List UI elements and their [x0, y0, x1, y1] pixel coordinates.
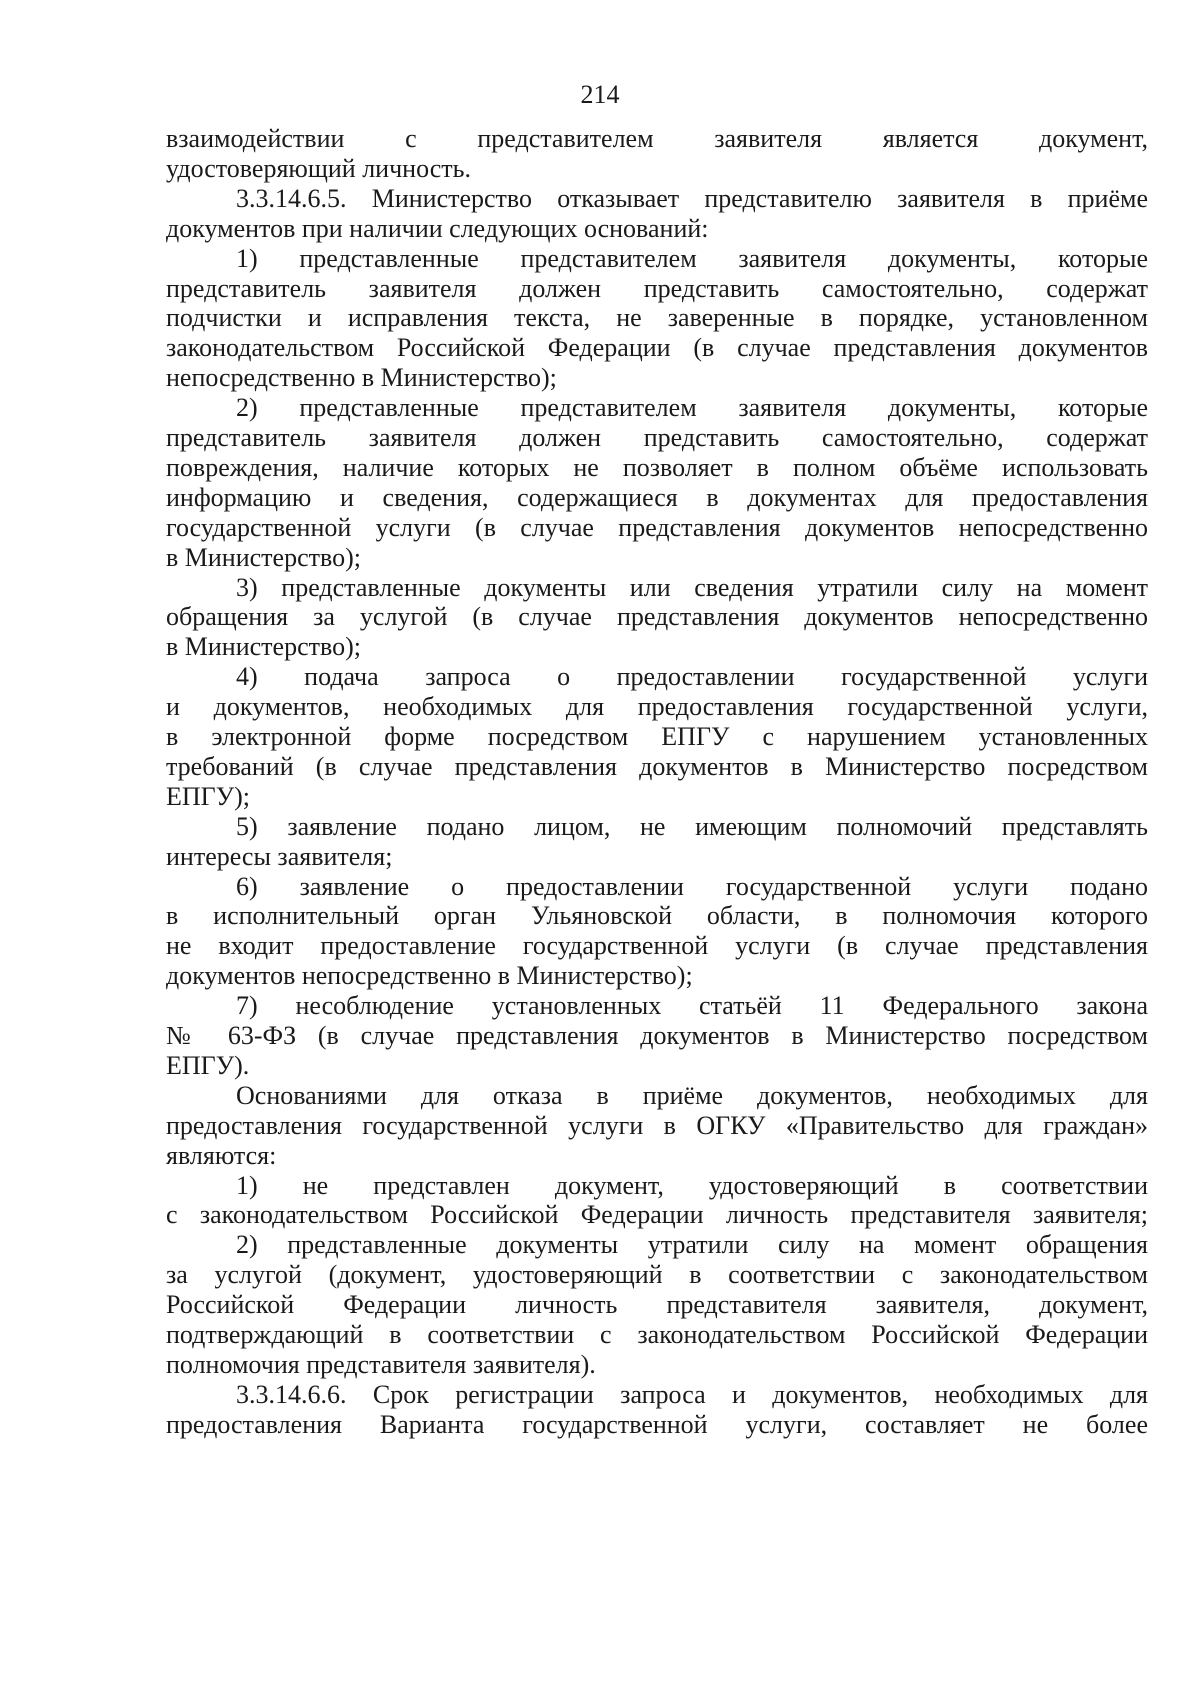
text-line: документов непосредственно в Министерство); — [166, 961, 693, 991]
page-number: 214 — [580, 80, 620, 109]
text-line: повреждения, наличие которых не позволяет в полном объёме использовать — [166, 452, 1148, 482]
text-line: представитель заявителя должен представить самостоятельно, содержат — [166, 273, 1148, 303]
text-line: 7) несоблюдение установленных статьёй 11 Федерального закона — [236, 991, 1148, 1021]
text-line: непосредственно в Министерство); — [166, 363, 557, 393]
text-line: 3.3.14.6.5. Министерство отказывает представителю заявителя в приёме — [236, 183, 1148, 213]
text-line: Российской Федерации личность представителя заявителя, документ, — [166, 1290, 1148, 1320]
text-line: в электронной форме посредством ЕПГУ с нарушением установленных — [166, 722, 1148, 751]
text-line: подтверждающий в соответствии с законодательством Российской Федерации — [166, 1320, 1148, 1349]
text-line: и документов, необходимых для предоставления государственной услуги, — [166, 692, 1148, 722]
text-line: 3.3.14.6.6. Срок регистрации запроса и документов, необходимых для — [236, 1379, 1148, 1409]
text-line: требований (в случае представления документов в Министерство посредством — [166, 751, 1148, 781]
text-line: информацию и сведения, содержащиеся в документах для предоставления — [166, 482, 1148, 512]
text-line: интересы заявителя; — [166, 841, 393, 871]
text-line: государственной услуги (в случае представления документов непосредственно — [166, 512, 1148, 542]
text-line: полномочия представителя заявителя). — [166, 1349, 596, 1379]
text-line: в Министерство); — [166, 542, 361, 572]
text-line: Основаниями для отказа в приёме документов, необходимых для — [236, 1080, 1148, 1110]
text-line: законодательством Российской Федерации (в случае представления документов — [166, 333, 1148, 363]
text-line: ЕПГУ). — [166, 1050, 250, 1080]
text-line: 1) не представлен документ, удостоверяющий в соответствии — [236, 1170, 1148, 1200]
text-line: № 63-ФЗ (в случае представления документов в Министерство посредством — [166, 1021, 1148, 1050]
text-line: предоставления Варианта государственной услуги, составляет не более — [166, 1409, 1148, 1439]
text-line: в Министерство); — [166, 632, 361, 662]
text-line: 1) представленные представителем заявителя документы, которые — [236, 243, 1148, 273]
text-line: 4) подача запроса о предоставлении государственной услуги — [236, 662, 1148, 692]
text-line: 2) представленные документы утратили силу на момент обращения — [236, 1230, 1148, 1260]
text-line: 6) заявление о предоставлении государственной услуги подано — [236, 871, 1148, 901]
text-line: 5) заявление подано лицом, не имеющим полномочий представлять — [236, 811, 1148, 841]
text-line: взаимодействии с представителем заявителя является документ, — [166, 124, 1148, 153]
text-line: удостоверяющий личность. — [166, 153, 471, 183]
text-line: подчистки и исправления текста, не заверенные в порядке, установленном — [166, 303, 1148, 333]
text-line: не входит предоставление государственной услуги (в случае представления — [166, 931, 1148, 961]
text-line: 2) представленные представителем заявителя документы, которые — [236, 393, 1148, 423]
text-line: в исполнительный орган Ульяновской области, в полномочия которого — [166, 901, 1148, 931]
text-line: ЕПГУ); — [166, 781, 250, 811]
text-line: документов при наличии следующих оснований: — [166, 213, 709, 243]
text-line: 3) представленные документы или сведения утратили силу на момент — [236, 572, 1148, 602]
text-line: за услугой (документ, удостоверяющий в соответствии с законодательством — [166, 1260, 1148, 1290]
text-line: с законодательством Российской Федерации личность представителя заявителя; — [166, 1200, 1148, 1230]
text-line: представитель заявителя должен представить самостоятельно, содержат — [166, 423, 1148, 452]
text-line: предоставления государственной услуги в ОГКУ «Правительство для граждан» — [166, 1110, 1148, 1140]
text-line: обращения за услугой (в случае представления документов непосредственно — [166, 602, 1148, 632]
text-line: являются: — [166, 1140, 277, 1170]
